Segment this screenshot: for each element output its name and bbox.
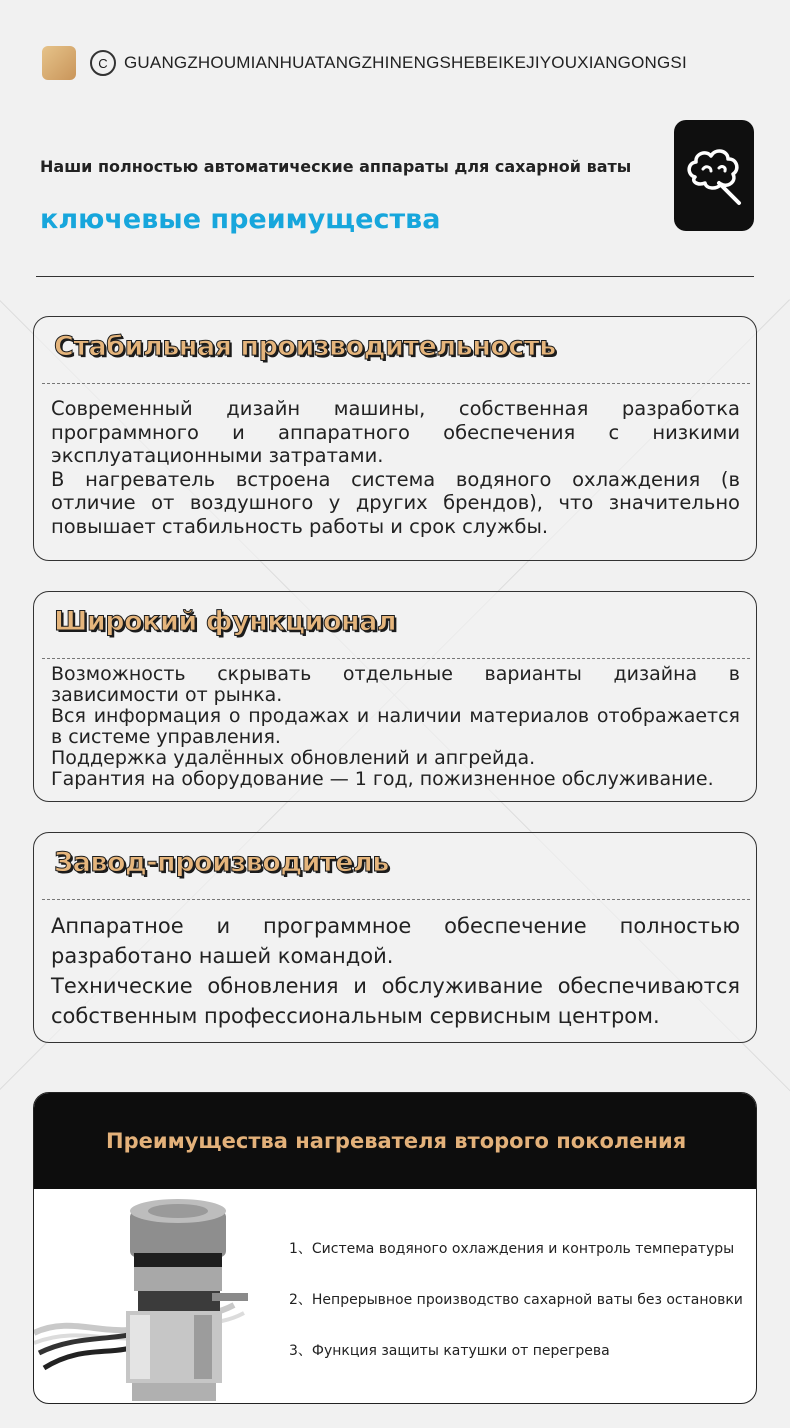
key-advantages-heading: ключевые преимущества: [40, 204, 441, 235]
card-manufacturer: [33, 832, 757, 1043]
copyright-icon: C: [90, 50, 116, 76]
company-name: GUANGZHOUMIANHUATANGZHINENGSHEBEIKEJIYOUXIANGONGSI: [124, 53, 687, 72]
card-title: Широкий функционал: [54, 606, 397, 637]
card-body: [51, 397, 740, 538]
card-paragraph: Возможность скрывать отдельные варианты дизайна в зависимости от рынка.: [51, 663, 740, 706]
card-paragraph: Гарантия на оборудование — 1 год, пожизненное обслуживание.: [51, 768, 714, 790]
card-paragraph: Технические обновления и обслуживание обеспечиваются собственным профессиональным сервисным центром.: [51, 974, 740, 1028]
dashed-divider: [42, 899, 750, 900]
card-paragraph: Вся информация о продажах и наличии материалов отображается в системе управления.: [51, 705, 740, 748]
card-stable-performance: [33, 316, 757, 561]
card-title: Завод-производитель: [54, 847, 389, 878]
heater-feature: 2、Непрерывное производство сахарной ваты без остановки: [289, 1292, 743, 1308]
card-paragraph: Поддержка удалённых обновлений и апгрейда.: [51, 747, 536, 769]
heater-header: [34, 1093, 756, 1189]
heater-feature: 1、Система водяного охлаждения и контроль температуры: [289, 1241, 735, 1257]
card-body: [51, 664, 740, 790]
heater-panel: [33, 1092, 757, 1404]
brand-logo: [42, 46, 76, 80]
dashed-divider: [42, 383, 750, 384]
card-body: [51, 911, 740, 1031]
cotton-candy-icon: [674, 120, 754, 231]
card-paragraph: Современный дизайн машины, собственная разработка программного и аппаратного обеспечения с низкими эксплуатационными затратами.: [51, 397, 740, 467]
card-wide-functionality: [33, 591, 757, 802]
dashed-divider: [42, 658, 750, 659]
card-paragraph: В нагреватель встроена система водяного охлаждения (в отличие от воздушного у других брендов), что значительно повышает стабильность работы и срок службы.: [51, 467, 740, 538]
intro-subtitle: Наши полностью автоматические аппараты для сахарной ваты: [40, 157, 632, 176]
heater-feature: 3、Функция защиты катушки от перегрева: [289, 1343, 610, 1359]
header: [42, 46, 687, 80]
card-title: Стабильная производительность: [54, 331, 556, 362]
section-divider: [36, 276, 754, 277]
heater-title: Преимущества нагревателя второго поколения: [106, 1129, 687, 1153]
card-paragraph: Аппаратное и программное обеспечение полностью разработано нашей командой.: [51, 914, 740, 968]
heater-photo: [34, 1193, 274, 1404]
